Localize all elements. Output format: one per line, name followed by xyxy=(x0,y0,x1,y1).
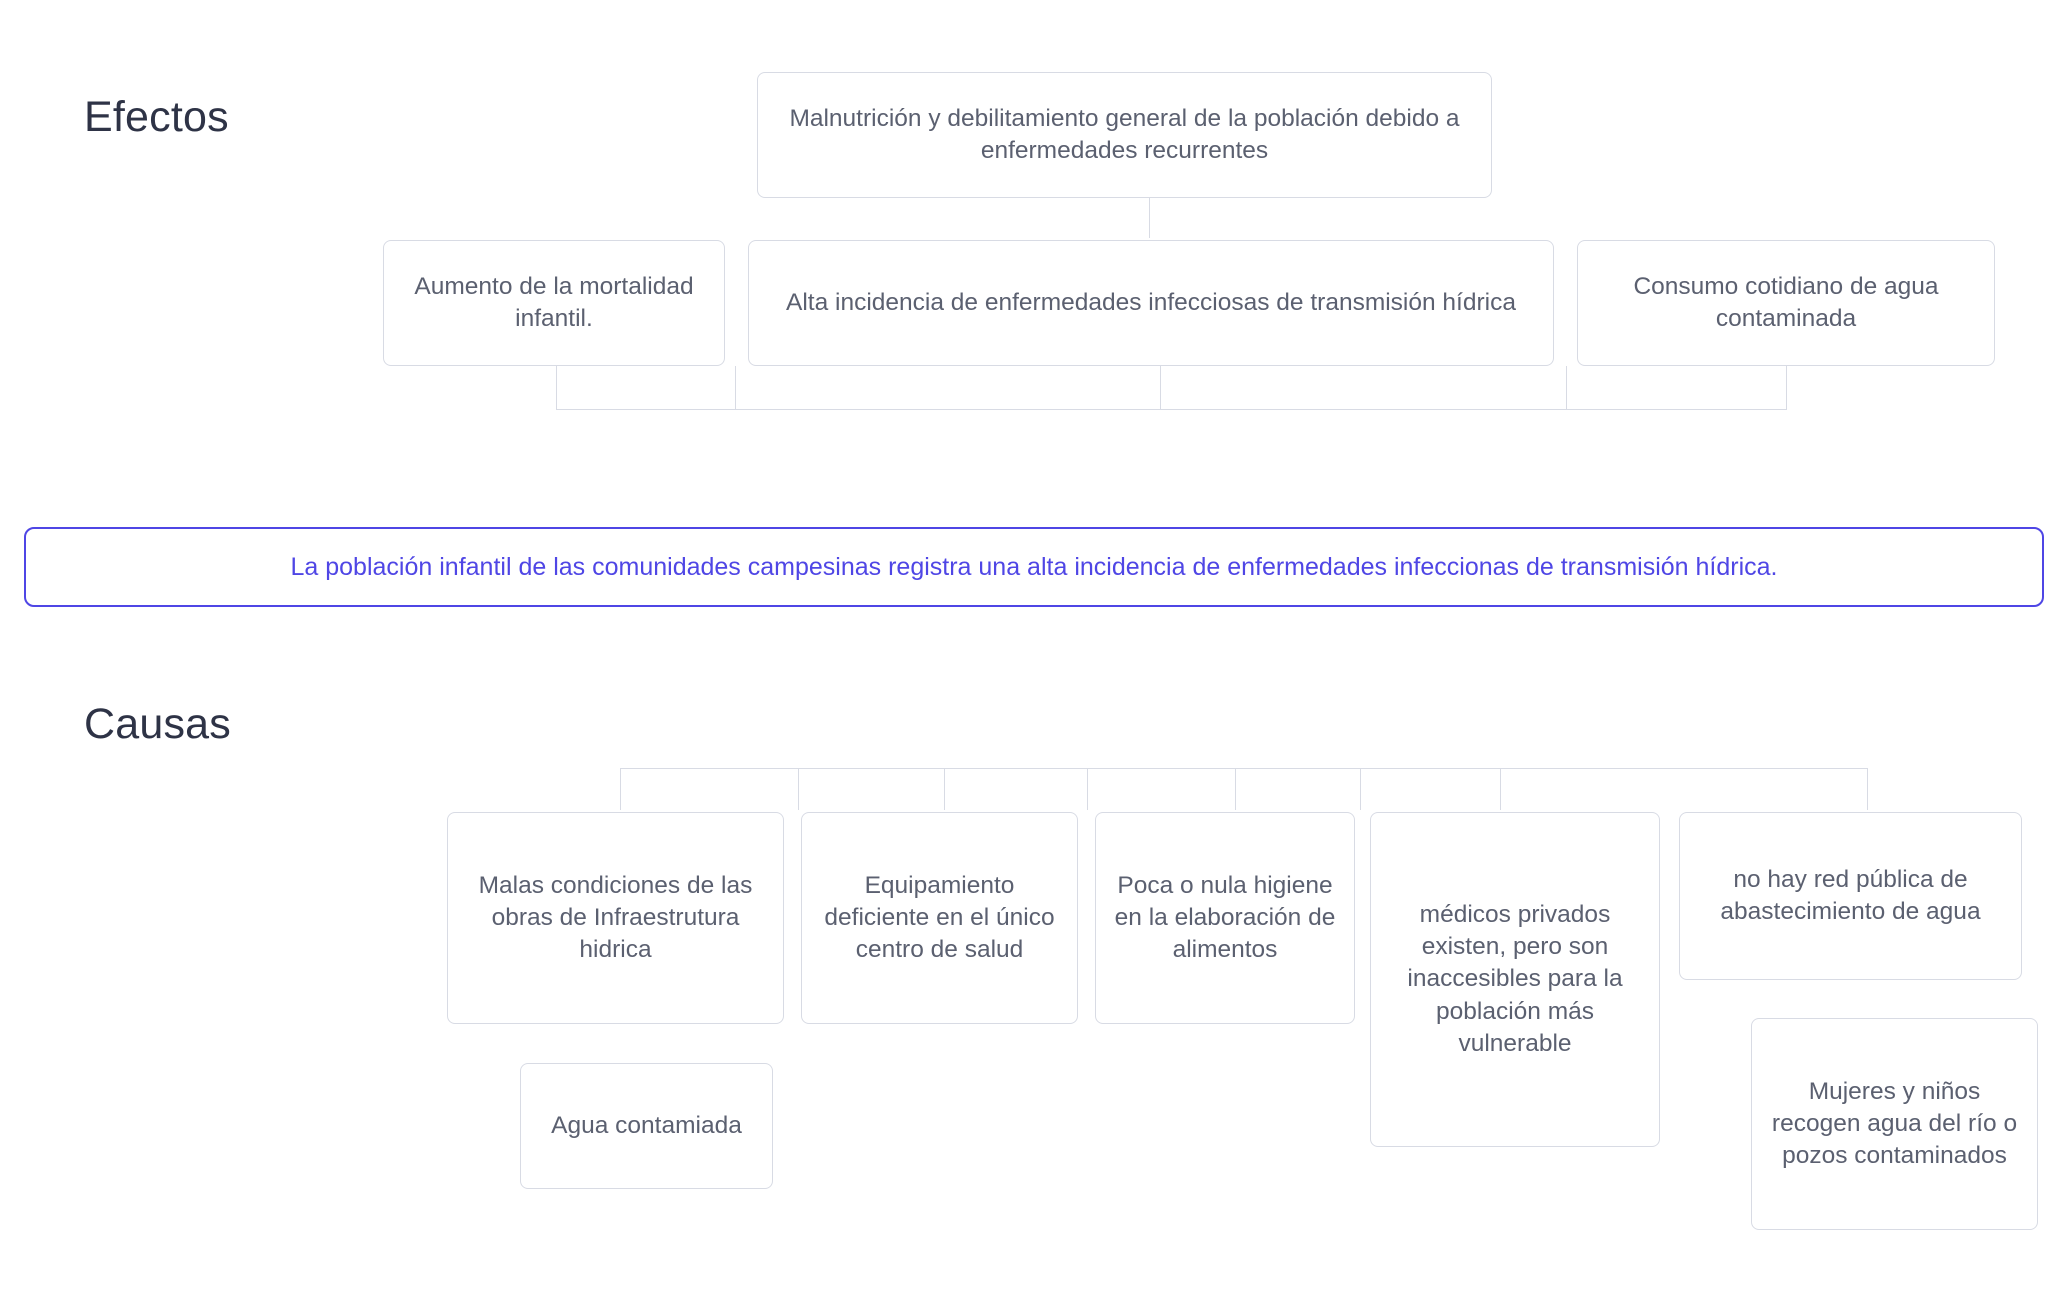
connector-causes-tick-3 xyxy=(944,768,945,810)
connector-causes-tick-7 xyxy=(1500,768,1501,810)
cause-node-1[interactable]: Malas condiciones de las obras de Infraestrutura hidrica xyxy=(447,812,784,1024)
connector-effect-top-stem xyxy=(1149,198,1150,238)
cause-subnode-1[interactable]: Agua contamiada xyxy=(520,1063,773,1189)
cause-subnode-2[interactable]: Mujeres y niños recogen agua del río o pozos contaminados xyxy=(1751,1018,2038,1230)
connector-causes-tick-1 xyxy=(620,768,621,810)
effect-node-top[interactable]: Malnutrición y debilitamiento general de la población debido a enfermedades recurrentes xyxy=(757,72,1492,198)
connector-effects-tick-3 xyxy=(1566,366,1567,410)
effect-node-1[interactable]: Aumento de la mortalidad infantil. xyxy=(383,240,725,366)
section-title-efectos: Efectos xyxy=(84,93,229,141)
connector-causes-tick-5 xyxy=(1235,768,1236,810)
section-title-causas: Causas xyxy=(84,700,231,748)
connector-effects-tick-2 xyxy=(1160,366,1161,410)
cause-node-5[interactable]: no hay red pública de abastecimiento de agua xyxy=(1679,812,2022,980)
cause-node-3[interactable]: Poca o nula higiene en la elaboración de alimentos xyxy=(1095,812,1355,1024)
connector-effects-bracket xyxy=(556,366,1787,410)
connector-effects-bracket-line xyxy=(556,409,1787,410)
effect-node-2[interactable]: Alta incidencia de enfermedades infecciosas de transmisión hídrica xyxy=(748,240,1554,366)
cause-node-4[interactable]: médicos privados existen, pero son inaccesibles para la población más vulnerable xyxy=(1370,812,1660,1147)
connector-causes-tick-6 xyxy=(1360,768,1361,810)
connector-causes-tick-2 xyxy=(798,768,799,810)
connector-effects-tick-1 xyxy=(735,366,736,410)
connector-causes-tick-4 xyxy=(1087,768,1088,810)
central-problem-box[interactable]: La población infantil de las comunidades campesinas registra una alta incidencia de enfermedades infeccionas de transmisión hídrica. xyxy=(24,527,2044,607)
connector-causes-bracket-line xyxy=(620,768,1868,769)
cause-node-2[interactable]: Equipamiento deficiente en el único centro de salud xyxy=(801,812,1078,1024)
effect-node-3[interactable]: Consumo cotidiano de agua contaminada xyxy=(1577,240,1995,366)
connector-causes-tick-8 xyxy=(1867,768,1868,810)
